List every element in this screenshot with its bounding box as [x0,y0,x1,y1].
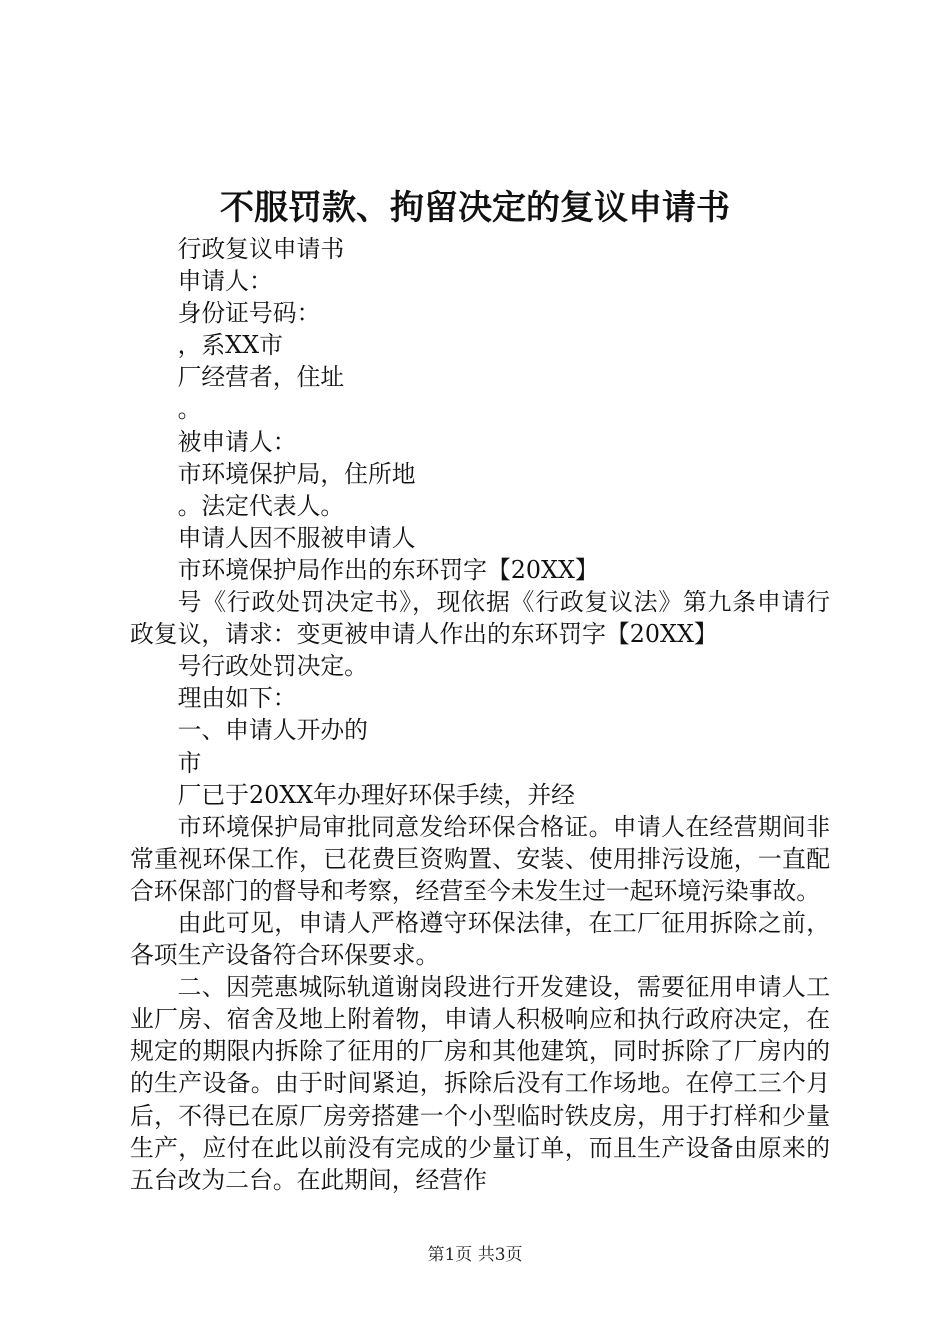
paragraph: 号行政处罚决定。 [177,652,368,681]
paragraph: 二、因莞惠城际轨道谢岗段进行开发建设，需要征用申请人工业厂房、宿舍及地上附着物，申请人积极响应和执行政府决定，在规定的期限内拆除了征用的厂房和其他建筑，同时拆除了厂房内的的生产设备。由于时间紧迫，拆除后没有工作场地。在停工三个月后，不得已在原厂房旁搭建一个小型临时铁皮房，用于打样和少量生产，应付在此以前没有完成的少量订单，而且生产设备由原来的五台改为二台。在此期间，经营作 [130,973,830,1194]
document-body [130,233,830,1196]
paragraph: 市环境保护局，住所地 [177,459,416,488]
paragraph: 行政复议申请书 [177,235,345,263]
paragraph: 。法定代表人。 [177,491,345,520]
paragraph: 申请人因不服被申请人 [177,523,416,552]
paragraph: 市环境保护局审批同意发给环保合格证。申请人在经营期间非常重视环保工作，已花费巨资购置、安装、使用排污设施，一直配合环保部门的督导和考察，经营至今未发生过一起环境污染事故。 [130,812,830,905]
paragraph: 市 [177,748,202,777]
paragraph: 一、申请人开办的 [177,716,368,745]
paragraph: 厂经营者，住址 [177,363,345,392]
paragraph: 号《行政处罚决定书》，现依据《行政复议法》第九条申请行政复议，请求：变更被申请人作出的东环罚字【20XX】 [130,588,830,649]
paragraph: 理由如下： [177,684,297,713]
paragraph: 。 [177,395,202,424]
page-number-footer: 第1页 共3页 [427,1245,523,1265]
paragraph: 身份证号码： [177,299,321,328]
paragraph: 被申请人： [177,427,297,456]
paragraph: 市环境保护局作出的东环罚字【20XX】 [177,555,599,584]
paragraph: ，系XX市 [177,331,283,360]
paragraph: 厂已于20XX年办理好环保手续，并经 [177,780,575,809]
document-title: 不服罚款、拘留决定的复议申请书 [220,188,730,228]
paragraph: 由此可见，申请人严格遵守环保法律，在工厂征用拆除之前，各项生产设备符合环保要求。 [130,908,830,970]
paragraph: 申请人： [177,267,273,296]
